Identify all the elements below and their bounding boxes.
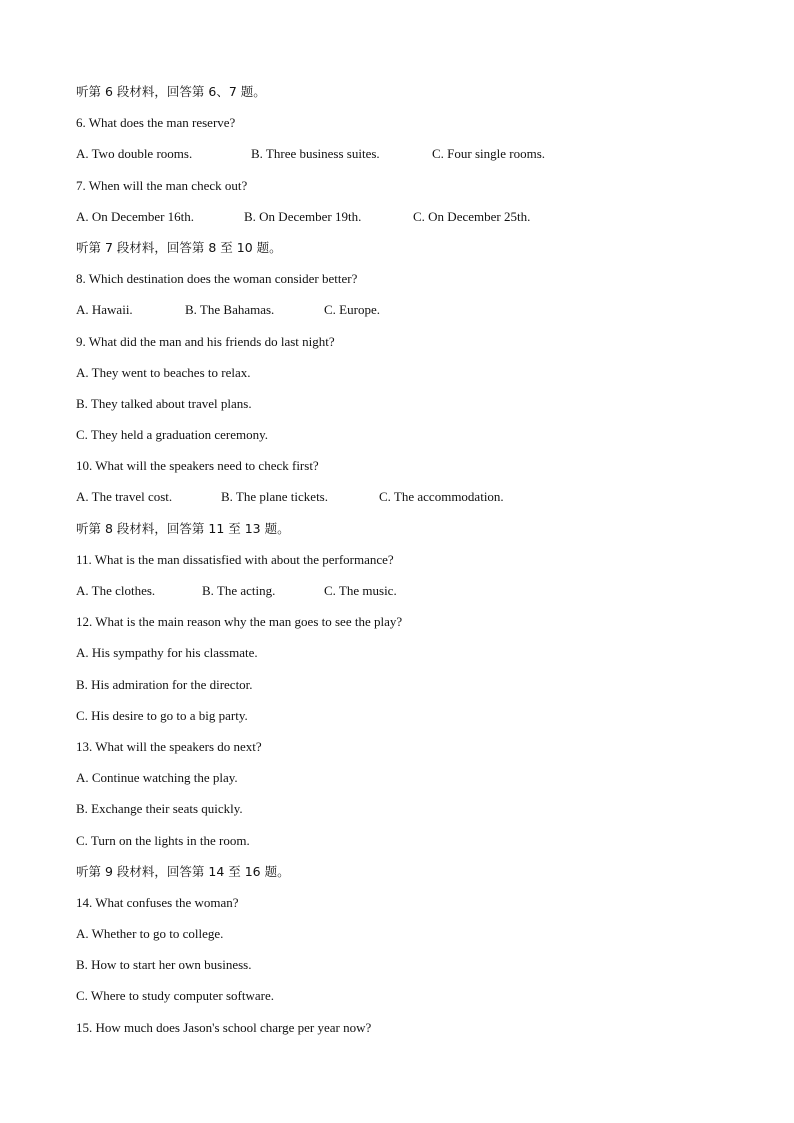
q12-option-b: B. His admiration for the director. bbox=[76, 676, 253, 692]
question-8: 8. Which destination does the woman consider better? bbox=[76, 271, 358, 287]
document-page bbox=[76, 83, 756, 1050]
q13-option-b: B. Exchange their seats quickly. bbox=[76, 801, 243, 817]
question-6: 6. What does the man reserve? bbox=[76, 115, 236, 131]
q14-option-a: A. Whether to go to college. bbox=[76, 926, 224, 942]
question-9: 9. What did the man and his friends do last night? bbox=[76, 333, 335, 349]
q7-option-c: C. On December 25th. bbox=[413, 208, 531, 224]
q13-option-c: C. Turn on the lights in the room. bbox=[76, 832, 250, 848]
question-12: 12. What is the main reason why the man goes to see the play? bbox=[76, 614, 403, 630]
question-13: 13. What will the speakers do next? bbox=[76, 738, 262, 754]
q11-option-a: A. The clothes. bbox=[76, 583, 156, 598]
question-11: 11. What is the man dissatisfied with about the performance? bbox=[76, 551, 394, 567]
q14-option-c: C. Where to study computer software. bbox=[76, 988, 274, 1004]
question-6-options bbox=[76, 145, 756, 176]
question-7-options bbox=[76, 208, 756, 239]
section-header-6: 听第 6 段材料，回答第 6、7 题。 bbox=[76, 84, 266, 99]
q6-option-b: B. Three business suites. bbox=[251, 146, 380, 162]
section-header-7: 听第 7 段材料，回答第 8 至 10 题。 bbox=[76, 239, 282, 255]
q6-option-a: A. Two double rooms. bbox=[76, 146, 193, 162]
section-header-9: 听第 9 段材料，回答第 14 至 16 题。 bbox=[76, 863, 290, 879]
q12-option-a: A. His sympathy for his classmate. bbox=[76, 645, 258, 661]
q7-option-b: B. On December 19th. bbox=[244, 208, 362, 224]
q12-option-c: C. His desire to go to a big party. bbox=[76, 707, 248, 723]
q10-option-a: A. The travel cost. bbox=[76, 489, 173, 505]
q8-option-c: C. Europe. bbox=[324, 302, 380, 318]
q10-option-c: C. The accommodation. bbox=[379, 489, 504, 505]
q9-option-c: C. They held a graduation ceremony. bbox=[76, 427, 269, 443]
q6-option-c: C. Four single rooms. bbox=[432, 146, 546, 162]
question-14: 14. What confuses the woman? bbox=[76, 894, 239, 910]
q9-option-a: A. They went to beaches to relax. bbox=[76, 364, 251, 380]
q7-option-a: A. On December 16th. bbox=[76, 208, 195, 224]
q8-option-b: B. The Bahamas. bbox=[185, 302, 275, 318]
question-11-options bbox=[76, 582, 756, 613]
question-10-options bbox=[76, 488, 756, 519]
q10-option-b: B. The plane tickets. bbox=[221, 489, 328, 505]
question-8-options bbox=[76, 301, 756, 332]
question-15: 15. How much does Jason's school charge per year now? bbox=[76, 1019, 372, 1035]
question-10: 10. What will the speakers need to check first? bbox=[76, 458, 319, 474]
section-header-8: 听第 8 段材料，回答第 11 至 13 题。 bbox=[76, 520, 290, 536]
q13-option-a: A. Continue watching the play. bbox=[76, 770, 238, 786]
q11-option-c: C. The music. bbox=[324, 583, 397, 598]
q14-option-b: B. How to start her own business. bbox=[76, 957, 252, 973]
q8-option-a: A. Hawaii. bbox=[76, 302, 133, 318]
q9-option-b: B. They talked about travel plans. bbox=[76, 395, 252, 411]
question-7: 7. When will the man check out? bbox=[76, 177, 248, 193]
q11-option-b: B. The acting. bbox=[202, 583, 276, 598]
